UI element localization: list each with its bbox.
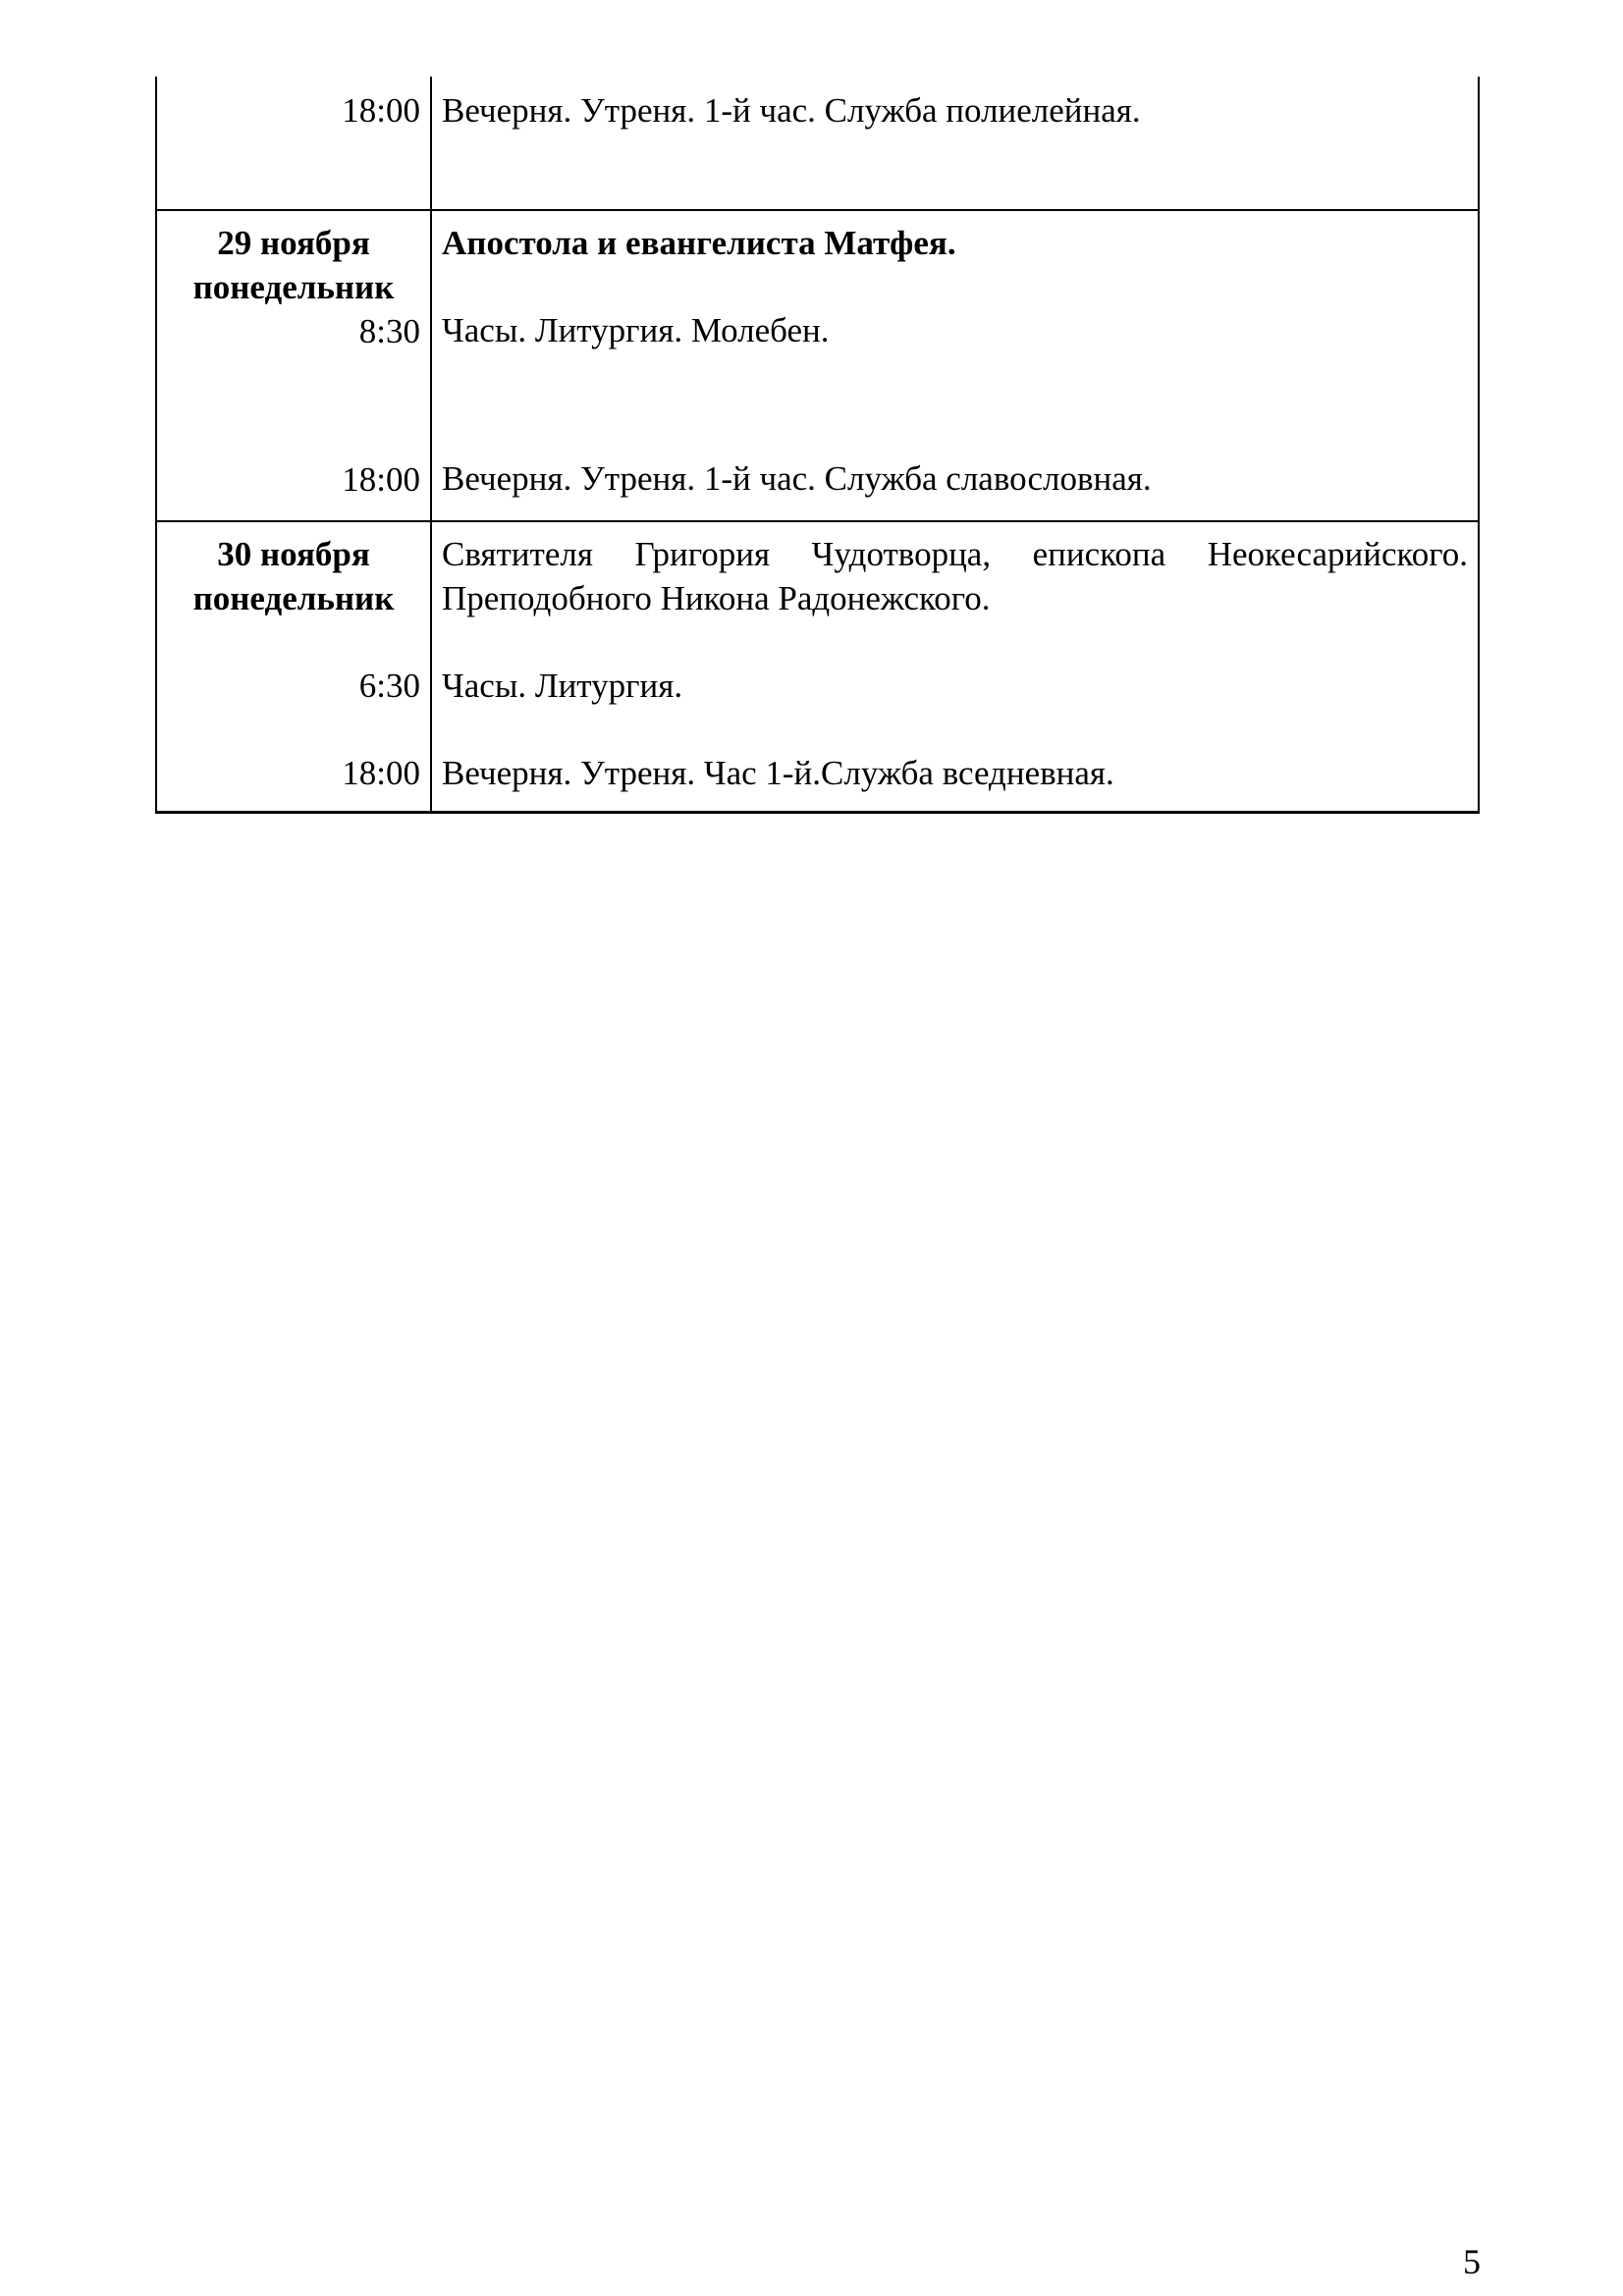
feast-title: Преподобного Никона Радонежского. bbox=[442, 579, 991, 617]
service-cell bbox=[431, 210, 1479, 521]
feast-title: Святителя Григория Чудотворца, епископа Неокесарийского. bbox=[442, 535, 1468, 573]
page-number: 5 bbox=[1463, 2242, 1481, 2281]
date-label: 30 ноября bbox=[217, 535, 370, 573]
service-description: Часы. Литургия. Молебен. bbox=[442, 311, 830, 349]
service-schedule-table bbox=[155, 77, 1480, 814]
date-cell bbox=[156, 77, 431, 210]
table-row bbox=[156, 77, 1479, 210]
weekday-label: понедельник bbox=[192, 268, 395, 306]
service-time: 18:00 bbox=[342, 91, 420, 130]
service-description: Вечерня. Утреня. 1-й час. Служба славословная. bbox=[442, 459, 1152, 498]
service-description: Вечерня. Утреня. Час 1-й.Служба вседневная. bbox=[442, 754, 1114, 792]
service-time: 6:30 bbox=[358, 667, 420, 705]
service-description: Вечерня. Утреня. 1-й час. Служба полиелейная. bbox=[442, 91, 1141, 130]
date-label: 29 ноября bbox=[217, 224, 370, 262]
service-time: 18:00 bbox=[342, 754, 420, 792]
service-cell bbox=[431, 77, 1479, 210]
service-time: 8:30 bbox=[358, 312, 420, 350]
service-time: 18:00 bbox=[342, 460, 420, 499]
feast-title: Апостола и евангелиста Матфея. bbox=[442, 224, 956, 262]
date-cell bbox=[156, 521, 431, 812]
table-row bbox=[156, 210, 1479, 521]
service-description: Часы. Литургия. bbox=[442, 667, 683, 705]
weekday-label: понедельник bbox=[192, 579, 395, 617]
date-cell bbox=[156, 210, 431, 521]
service-cell bbox=[431, 521, 1479, 812]
table-row bbox=[156, 521, 1479, 812]
